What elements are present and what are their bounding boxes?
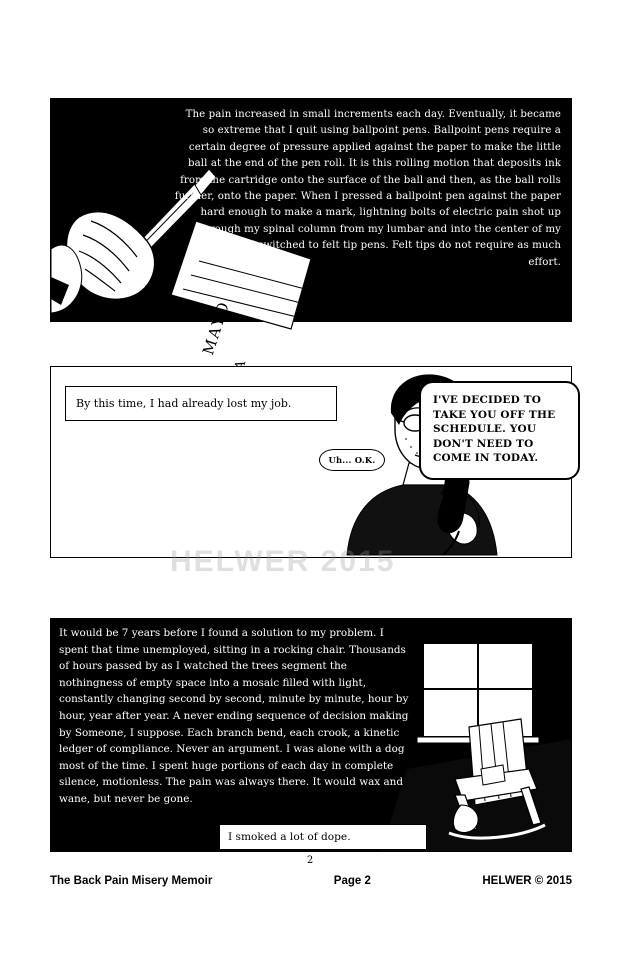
footer-page-label: Page 2: [333, 875, 371, 887]
panel-3-narration: It would be 7 years before I found a solution to my problem. I spent that time unemployed, sitting in a rocking chair. Thousands of hours passed by as I watched the trees segment the nothingness of empty space into a mosaic filled with light, constantly changing second by second, minute by minute, hour by hour, year after year. A never ending sequence of decision making by Someone, I suppose. Each branch bend, each crook, a kinetic ledger of compliance. Never an argument. I was alone with a dog most of the time. I spent huge portions of each day in complete silence, motionless. The pain was always there. It would wax and wane, but never be gone.: [59, 627, 409, 805]
panel-3-caption: I smoked a lot of dope.: [219, 824, 427, 850]
page-footer: [50, 875, 572, 887]
panel-2-caption: By this time, I had already lost my job.: [65, 386, 337, 421]
comic-panel-2: [50, 366, 572, 558]
panel-1-narration: The pain increased in small increments each day. Eventually, it became so extreme that I quit using ballpoint pens. Ballpoint pens require a certain degree of pressure applied against the paper to make the little ball at the end of the pen roll. It is this rolling motion that deposits ink from the cartridge onto the surface of the ball and then, as the ball rolls further, onto the paper. When I pressed a ballpoint pen against the paper hard enough to make a mark, lightning bolts of electric pain shot up through my spinal column from my lumbar and into the center of my brain. So, I switched to felt tip pens. Felt tips do not require as much effort.: [174, 109, 561, 268]
speech-bubble-phone: I'VE DECIDED TO TAKE YOU OFF THE SCHEDULE. YOU DON'T NEED TO COME IN TODAY.: [419, 381, 580, 480]
page-number: 2: [306, 855, 314, 866]
speech-bubble-man: Uh... O.K.: [319, 449, 385, 471]
watermark: HELWER 2015: [170, 545, 396, 578]
pad-text-mayo: MAYO: [199, 298, 234, 358]
footer-title: The Back Pain Misery Memoir: [50, 875, 213, 887]
comic-panel-3: [50, 618, 572, 852]
comic-panel-1: [50, 98, 572, 358]
footer-copyright: HELWER © 2015: [482, 875, 572, 887]
